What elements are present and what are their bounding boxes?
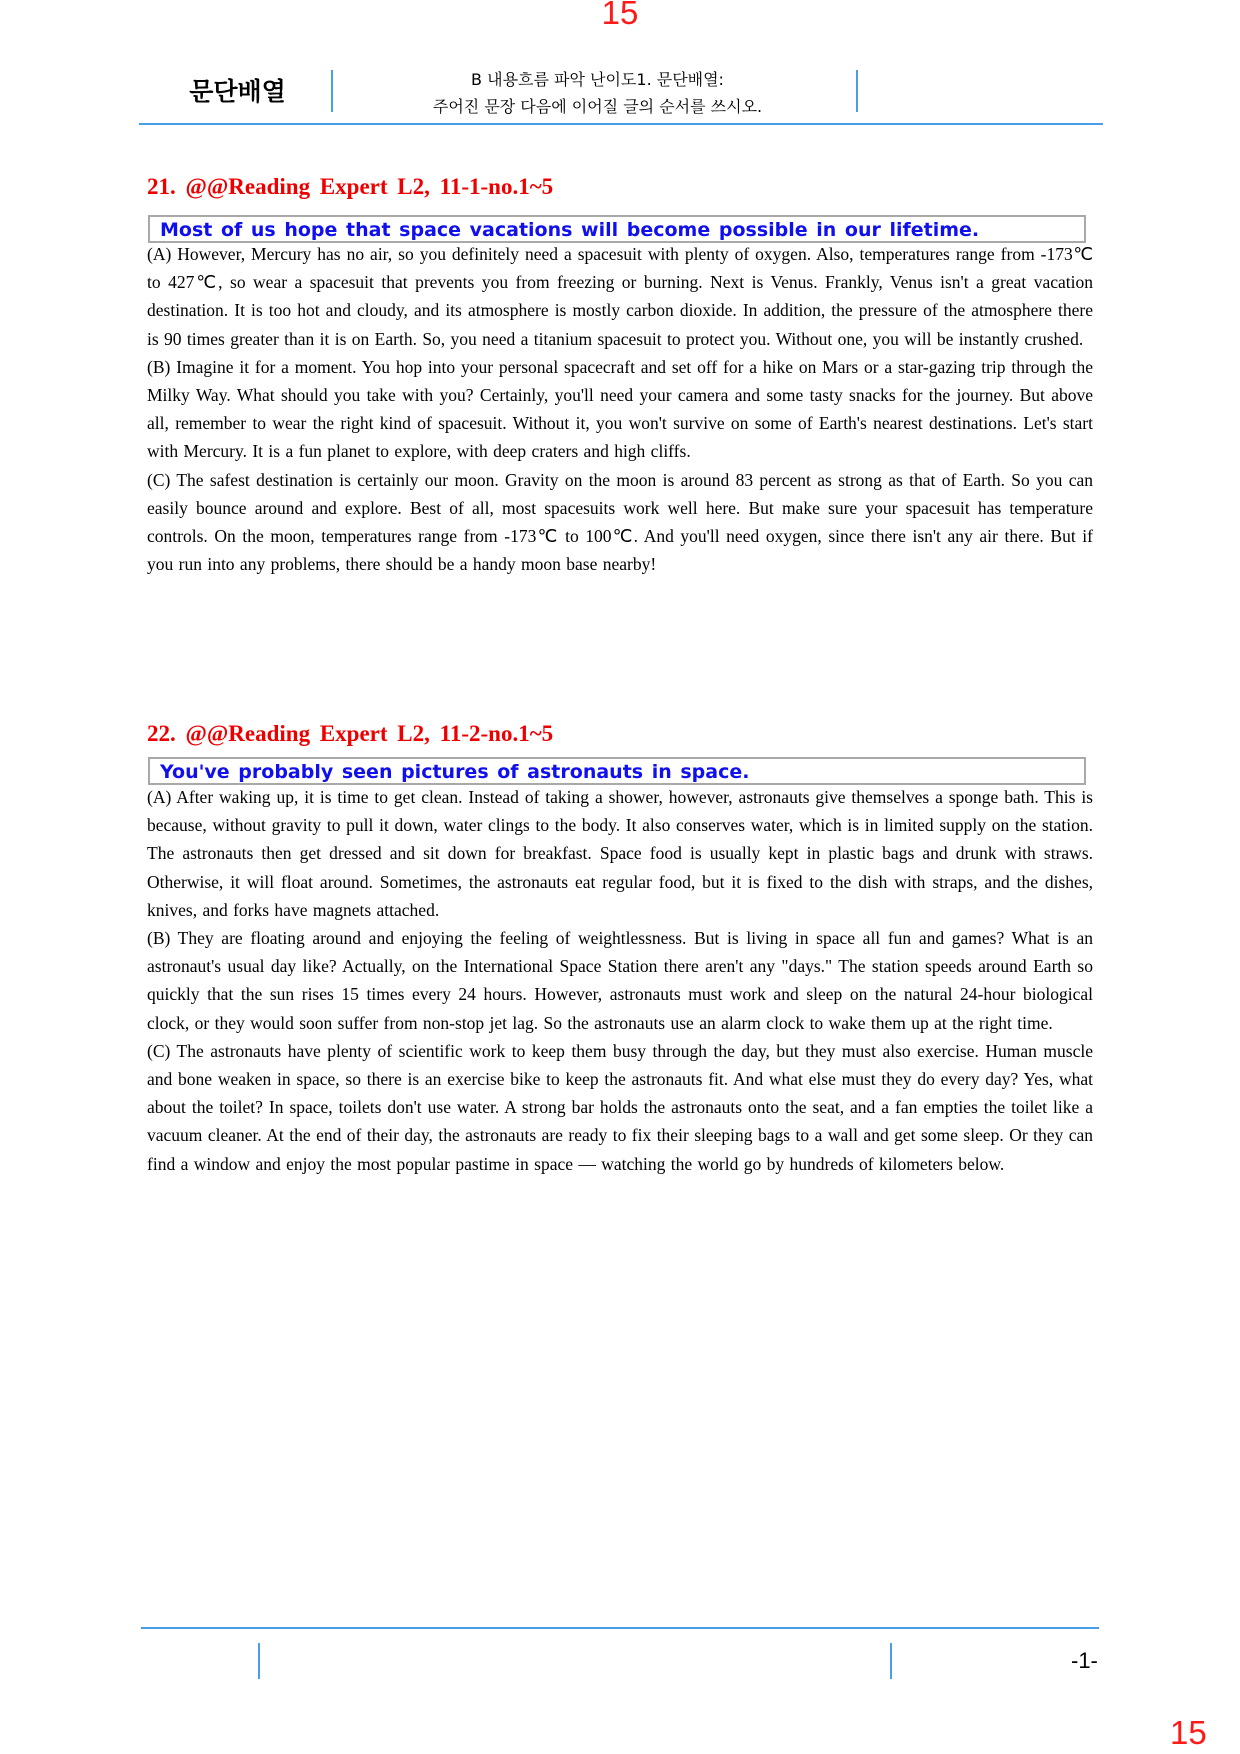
header-divider-left bbox=[331, 70, 333, 112]
question-22-title: 22. @@Reading Expert L2, 11-2-no.1~5 bbox=[147, 721, 554, 746]
footer-divider-left bbox=[258, 1643, 260, 1679]
page-number-top: 15 bbox=[601, 0, 639, 31]
footer-page-label: -1- bbox=[1071, 1648, 1098, 1673]
question-21-given-sentence: Most of us hope that space vacations will become possible in our lifetime. bbox=[148, 215, 1086, 243]
page-number-corner: 15 bbox=[1170, 1714, 1207, 1751]
question-21-passage bbox=[147, 240, 1093, 578]
worksheet-title: 문단배열 bbox=[189, 77, 286, 106]
question-22-passage bbox=[147, 783, 1093, 1178]
question-22-paragraph-c: (C) The astronauts have plenty of scientific work to keep them busy through the day, but they must also exercise. Human muscle and bone weaken in space, so there is an exercise bike to keep the astronauts fit. And what else must they do every day? Yes, what about the toilet? In space, toilets don't use water. A strong bar holds the astronauts onto the seat, and a fan empties the toilet like a vacuum cleaner. At the end of their day, the astronauts are ready to fix their sleeping bags to a wall and get some sleep. Or they can find a window and enjoy the most popular pastime in space — watching the world go by hundreds of kilometers below. bbox=[147, 1040, 1093, 1174]
footer-divider-right bbox=[890, 1643, 892, 1679]
question-22-paragraph-b: (B) They are floating around and enjoying the feeling of weightlessness. But is living in space all fun and games? What is an astronaut's usual day like? Actually, on the International Space Station there aren't any "days." The station speeds around Earth so quickly that the sun rises 15 times every 24 hours. However, astronauts must work and sleep on the natural 24-hour biological clock, or they would soon suffer from non-stop jet lag. So the astronauts use an alarm clock to wake them up at the right time. bbox=[147, 928, 1093, 1033]
instructions-line-2: 주어진 문장 다음에 이어질 글의 순서를 쓰시오. bbox=[432, 97, 763, 116]
question-21-paragraph-c: (C) The safest destination is certainly our moon. Gravity on the moon is around 83 percent as strong as that of Earth. So you can easily bounce around and explore. Best of all, most spacesuits work well here. But make sure your spacesuit has temperature controls. On the moon, temperatures range from -173℃ to 100℃. And you'll need oxygen, since there isn't any air there. But if you run into any problems, there should be a handy moon base nearby! bbox=[147, 469, 1093, 575]
header-divider-right bbox=[856, 70, 858, 112]
worksheet-instructions bbox=[335, 66, 860, 120]
header-rule bbox=[139, 123, 1103, 125]
question-22-paragraph-a: (A) After waking up, it is time to get clean. Instead of taking a shower, however, astronauts give themselves a sponge bath. This is because, without gravity to pull it down, water clings to the body. It also conserves water, which is in limited supply on the station. The astronauts then get dressed and sit down for breakfast. Space food is usually kept in plastic bags and drunk with straws. Otherwise, it will float around. Sometimes, the astronauts eat regular food, but it is fixed to the dish with straps, and the dishes, knives, and forks have magnets attached. bbox=[147, 787, 1093, 920]
question-21-title: 21. @@Reading Expert L2, 11-1-no.1~5 bbox=[147, 174, 554, 199]
question-21-paragraph-b: (B) Imagine it for a moment. You hop into your personal spacecraft and set off for a hike on Mars or a star-gazing trip through the Milky Way. What should you take with you? Certainly, you'll need your camera and some tasty snacks for the journey. But above all, remember to wear the right kind of spacesuit. Without it, you won't survive on some of Earth's nearest destinations. Let's start with Mercury. It is a fun planet to explore, with deep craters and high cliffs. bbox=[147, 356, 1093, 462]
instructions-line-1: B 내용흐름 파악 난이도1. 문단배열: bbox=[471, 70, 724, 89]
question-22-given-sentence: You've probably seen pictures of astronauts in space. bbox=[148, 757, 1086, 785]
footer-rule bbox=[141, 1627, 1099, 1629]
question-21-paragraph-a: (A) However, Mercury has no air, so you definitely need a spacesuit with plenty of oxygen. Also, temperatures range from -173℃ to 427℃, so wear a spacesuit that prevents you from freezing or burning. Next is Venus. Frankly, Venus isn't a great vacation destination. It is too hot and cloudy, and its atmosphere is mostly carbon dioxide. In addition, the pressure of the atmosphere there is 90 times greater than it is on Earth. So, you need a titanium spacesuit to protect you. Without one, you will be instantly crushed. bbox=[147, 244, 1093, 349]
